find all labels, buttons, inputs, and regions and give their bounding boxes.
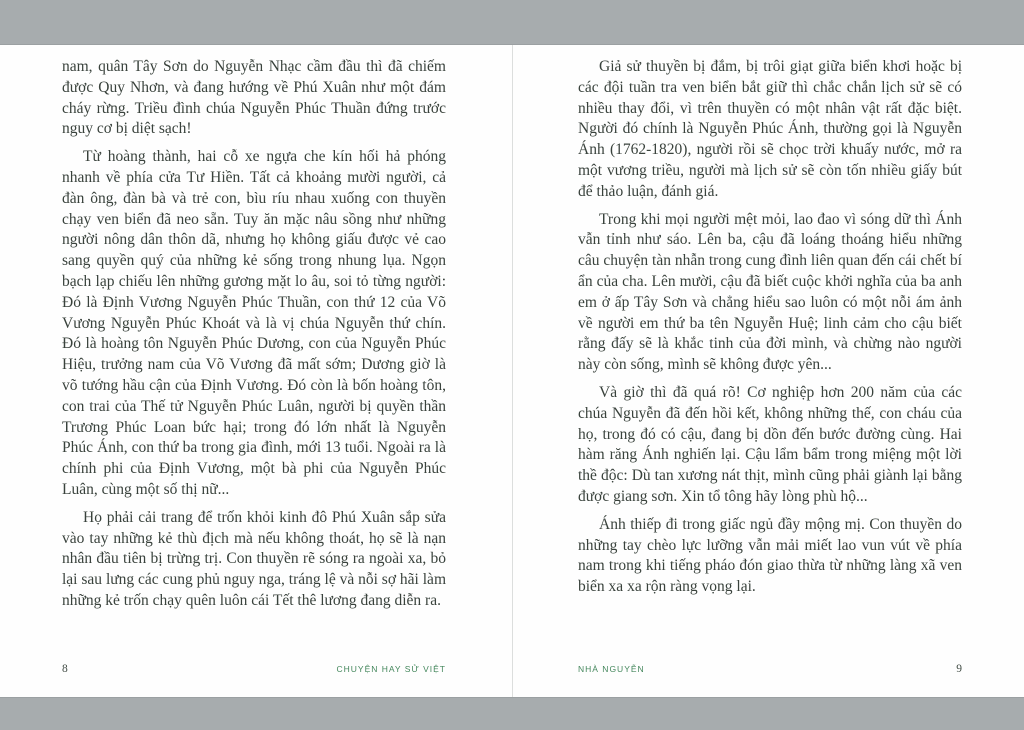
left-running-title: CHUYỆN HAY SỬ VIỆT xyxy=(336,664,446,674)
right-running-title: NHÀ NGUYỄN xyxy=(578,664,645,674)
left-paragraph-2: Từ hoàng thành, hai cỗ xe ngựa che kín hối hả phóng nhanh về phía cửa Tư Hiền. Tất cả khoảng mười người, cả đàn ông, đàn bà và trẻ con, bìu ríu nhau xuống con thuyền chạy ven biển đã neo sẵn. Tuy ăn mặc nâu sồng như những người nông dân thôn dã, nhưng họ không giấu được vẻ cao sang quyền quý của những kẻ sống trong nhung lụa. Ngọn bạch lạp chiếu lên những gương mặt lo âu, soi tỏ từng người: Đó là Định Vương Nguyễn Phúc Thuần, con thứ 12 của Võ Vương Nguyễn Phúc Khoát và là vị chúa Nguyễn thứ chín. Đó là hoàng tôn Nguyễn Phúc Dương, con của Nguyễn Phúc Hiệu, trưởng nam của Võ Vương đã mất sớm; Dương giờ là võ tướng hầu cận của Định Vương. Đó còn là bốn hoàng tôn, con trai của Thế tử Nguyễn Phúc Luân, người bị quyền thần Trương Phúc Loan bức hại; trong đó lớn nhất là Nguyễn Phúc Ánh, con thứ ba trong gia đình, mới 13 tuổi. Ngoài ra là chính phi của Định Vương, một bà phi của Nguyễn Phúc Luân, cùng một số thị nữ... xyxy=(62,148,446,498)
book-spread xyxy=(0,45,1024,697)
left-paragraph-3: Họ phải cải trang để trốn khỏi kinh đô Phú Xuân sắp sửa vào tay những kẻ thù địch mà nếu không thoát, họ sẽ là nạn nhân đầu tiên bị trừng trị. Con thuyền rẽ sóng ra ngoài xa, bỏ lại sau lưng các cung phủ nguy nga, tráng lệ và nỗi sợ hãi làm những kẻ trốn chạy quên luôn cái Tết thê lương đang diễn ra. xyxy=(62,508,446,609)
right-paragraph-4: Ánh thiếp đi trong giấc ngủ đầy mộng mị. Con thuyền do những tay chèo lực lưỡng vẫn mải miết lao vun vút về phía nam trong khi tiếng pháo đón giao thừa từ những làng xã ven biển xa xa rộn ràng vọng lại. xyxy=(578,515,962,596)
top-chrome-bar xyxy=(0,0,1024,45)
left-page-footer xyxy=(62,663,446,677)
right-paragraph-2: Trong khi mọi người mệt mỏi, lao đao vì sóng dữ thì Ánh vẫn tỉnh như sáo. Lên ba, cậu đã loáng thoáng hiểu những câu chuyện tàn nhẫn trong cung đình liên quan đến cái chết bí ẩn của cha. Lên mười, cậu đã biết cuộc khởi nghĩa của ba anh em ở ấp Tây Sơn và chẳng hiểu sao luôn có một nỗi ám ảnh về người em thứ ba tên Nguyễn Huệ; linh cảm cho cậu biết rằng đấy sẽ là khắc tinh của đời mình, và chừng nào người này còn sống, mình sẽ không được yên... xyxy=(578,210,962,374)
right-page-number: 9 xyxy=(956,663,962,675)
left-page xyxy=(0,45,512,697)
right-paragraph-1: Giả sử thuyền bị đắm, bị trôi giạt giữa biển khơi hoặc bị các đội tuần tra ven biển bắt giữ thì chắc chắn lịch sử sẽ có nhiều thay đổi, vì trên thuyền có một nhân vật rất đặc biệt. Người đó chính là Nguyễn Phúc Ánh, thường gọi là Nguyễn Ánh (1762-1820), người rồi sẽ chọc trời khuấy nước, mở ra một vương triều, người mà lịch sử sẽ còn tốn nhiều giấy bút để thảo luận, đánh giá. xyxy=(578,58,962,200)
right-page xyxy=(512,45,1024,697)
right-page-footer xyxy=(578,663,962,677)
left-page-text xyxy=(62,57,446,657)
left-paragraph-1: nam, quân Tây Sơn do Nguyễn Nhạc cầm đầu thì đã chiếm được Quy Nhơn, và đang hướng về Phú Xuân như một đám cháy rừng. Triều đình chúa Nguyễn Phúc Thuần đứng trước nguy cơ bị diệt sạch! xyxy=(62,58,446,138)
right-paragraph-3: Và giờ thì đã quá rõ! Cơ nghiệp hơn 200 năm của các chúa Nguyễn đã đến hồi kết, không những thế, con cháu của họ, trong đó có cậu, đang bị dồn đến bước đường cùng. Hai hàm răng Ánh nghiến lại. Cậu lẩm bẩm trong miệng một lời thề độc: Dù tan xương nát thịt, mình cũng phải giành lại bằng được giang sơn. Xin tổ tông hãy lòng phù hộ... xyxy=(578,383,962,505)
right-page-text xyxy=(578,57,962,657)
left-page-number: 8 xyxy=(62,663,68,675)
bottom-chrome-bar xyxy=(0,697,1024,730)
page-gutter-line xyxy=(512,45,513,697)
